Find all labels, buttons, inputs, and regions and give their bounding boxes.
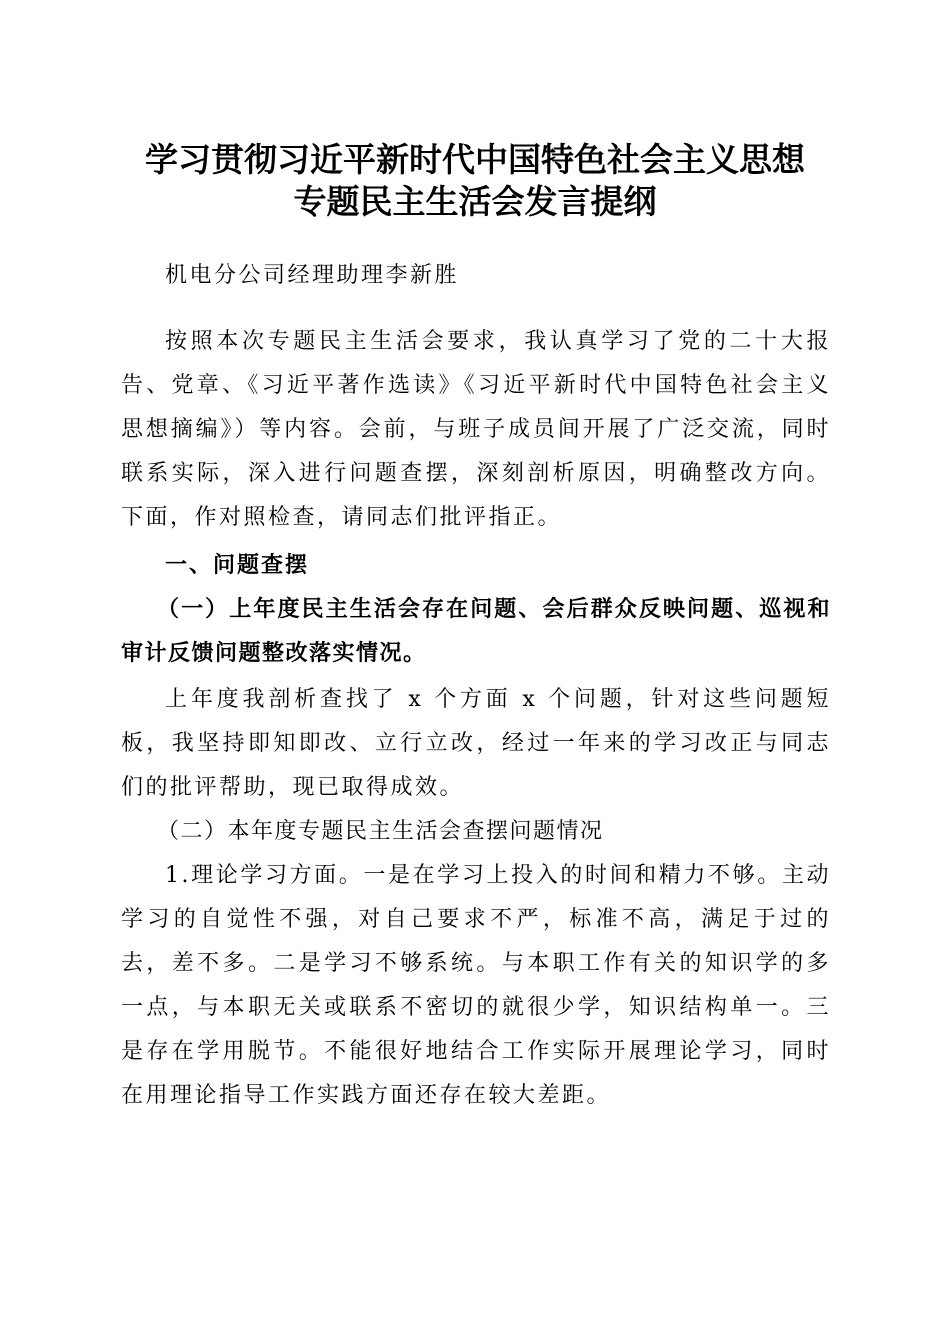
section1-heading: 一、问题查摆: [165, 553, 310, 578]
author-line: 机电分公司经理助理李新胜: [165, 263, 460, 288]
point1-paragraph: 1.理论学习方面。一是在学习上投入的时间和精力不够。主动学习的自觉性不强，对自己要求不严，标准不高，满足于过的去，差不多。二是学习不够系统。与本职工作有关的知识学的多一点，与本职无关或联系不密切的就很少学，知识结构单一。三是存在学用脱节。不能很好地结合工作实际开展理论学习，同时在用理论指导工作实践方面还存在较大差距。: [121, 863, 831, 1108]
document-title-line1: 学习贯彻习近平新时代中国特色社会主义思想: [145, 140, 805, 179]
document-title-line2: 专题民主生活会发言提纲: [293, 182, 657, 221]
subsection1-heading: （一）上年度民主生活会存在问题、会后群众反映问题、巡视和审计反馈问题整改落实情况。: [121, 597, 831, 666]
subsection2-heading: （二）本年度专题民主生活会查摆问题情况: [157, 819, 604, 844]
subsection1-body: 上年度我剖析查找了 x 个方面 x 个问题，针对这些问题短板，我坚持即知即改、立行立改，经过一年来的学习改正与同志们的批评帮助，现已取得成效。: [121, 687, 831, 800]
intro-paragraph: 按照本次专题民主生活会要求，我认真学习了党的二十大报告、党章、《习近平著作选读》《习近平新时代中国特色社会主义思想摘编》）等内容。会前，与班子成员间开展了广泛交流，同时联系实际，深入进行问题查摆，深刻剖析原因，明确整改方向。下面，作对照检查，请同志们批评指正。: [121, 329, 831, 530]
